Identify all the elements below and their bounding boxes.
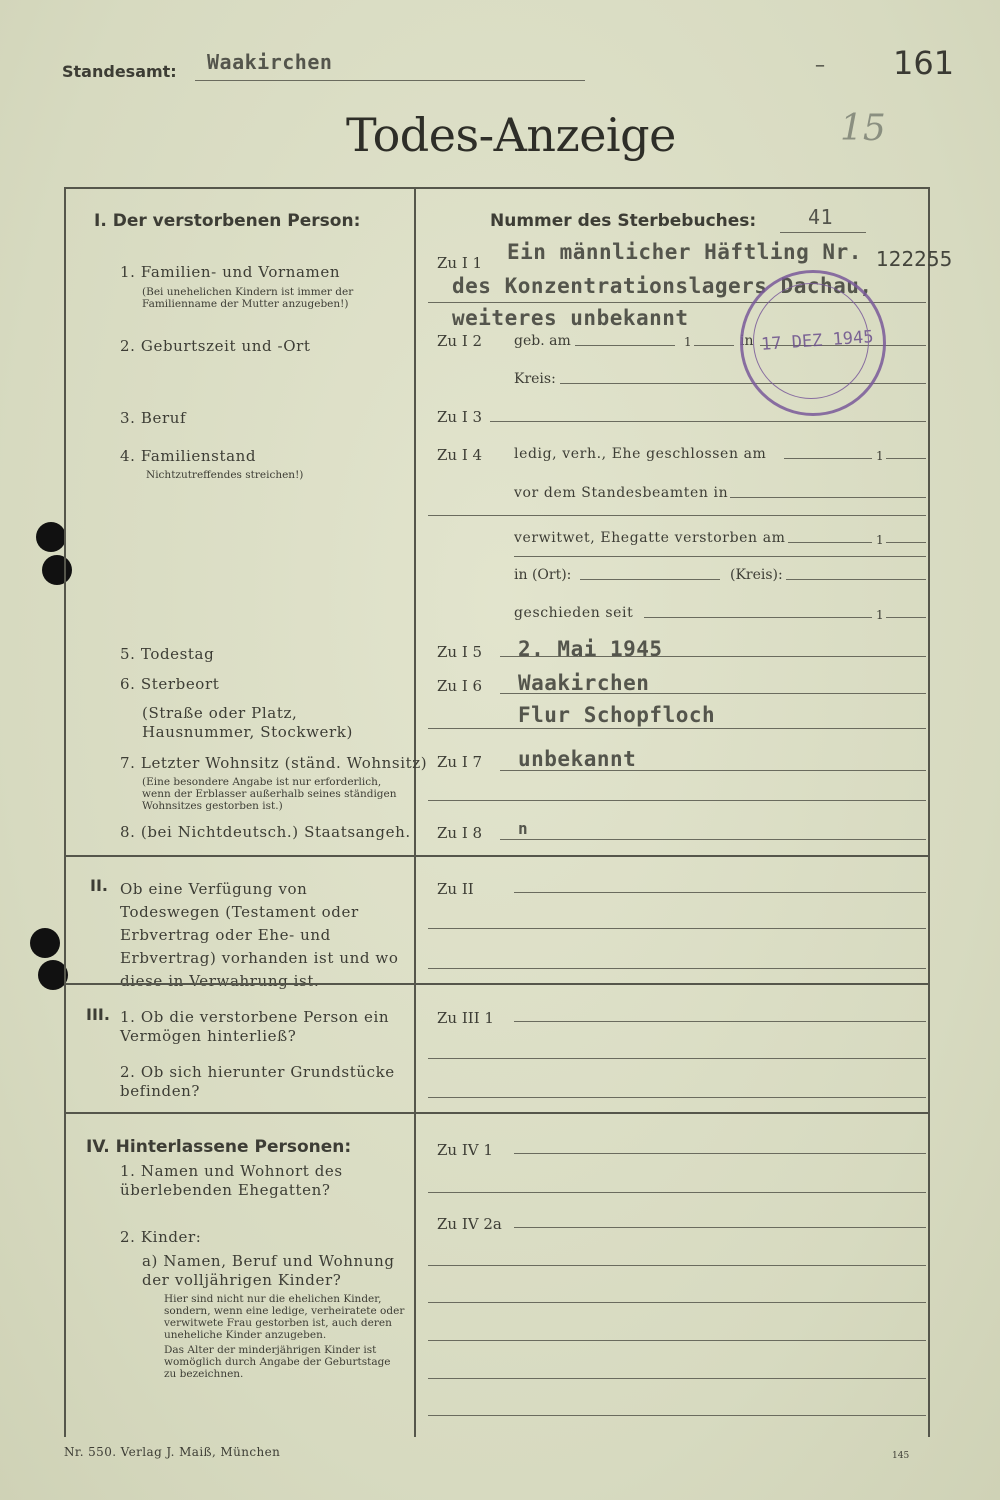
- zu-iv2a-line6: [428, 1415, 926, 1416]
- standesamt-value: Waakirchen: [207, 50, 333, 74]
- section1-item5: 5. Todestag: [120, 645, 215, 663]
- ledig-label: ledig, verh., Ehe geschlossen am: [514, 446, 767, 462]
- punch-hole-3: [30, 928, 60, 958]
- zu-iii1-line1: [514, 1021, 926, 1022]
- geb-am-label: geb. am: [514, 333, 571, 349]
- section3-top-rule: [66, 983, 928, 985]
- geb-in-label: in: [740, 333, 754, 349]
- kreis-label: Kreis:: [514, 371, 556, 387]
- page-title: Todes-Anzeige: [346, 108, 676, 162]
- dash-mark: –: [815, 52, 825, 76]
- ledig-one: 1: [876, 449, 884, 463]
- todestag-line: [500, 656, 926, 657]
- zu-i4-label: Zu I 4: [437, 446, 483, 464]
- standesamt-label: Standesamt:: [62, 62, 177, 81]
- zu-ii-line3: [428, 968, 926, 969]
- frame-left: [64, 187, 66, 1437]
- wohnsitz-line: [500, 770, 926, 771]
- zu-iv2a-line3: [428, 1302, 926, 1303]
- zu-iv2a-line1: [514, 1227, 926, 1228]
- verwitwet-line2: [514, 556, 926, 557]
- sterbeort-value2: Flur Schopfloch: [518, 703, 716, 727]
- sterbeort-value: Waakirchen: [518, 671, 650, 695]
- stamp-date: 17 DEZ 1945: [760, 327, 875, 355]
- section1-item4-note: Nichtzutreffendes streichen!): [146, 469, 304, 481]
- section3-item1: 1. Ob die verstorbene Person ein Vermögen hinterließ?: [120, 1008, 390, 1045]
- frame-top: [64, 187, 930, 189]
- zu-iv1-line1: [514, 1153, 926, 1154]
- zu-i3-label: Zu I 3: [437, 408, 483, 426]
- section4-item2a: a) Namen, Beruf und Wohnung der volljährigen Kinder?: [142, 1252, 395, 1289]
- verwitwet-year-line: [886, 542, 926, 543]
- section1-heading: I. Der verstorbenen Person:: [94, 211, 361, 231]
- sterbeort-line2: [428, 728, 926, 729]
- zu-i5-label: Zu I 5: [437, 643, 483, 661]
- geb-year-line: [694, 345, 734, 346]
- wohnsitz-value: unbekannt: [518, 747, 637, 771]
- kreis2-line: [786, 579, 926, 580]
- staat-line: [500, 839, 926, 840]
- geschieden-label: geschieden seit: [514, 605, 634, 621]
- section1-item6: 6. Sterbeort: [120, 675, 220, 693]
- sterbebuch-value: 41: [808, 205, 834, 229]
- zu-iv2a-line5: [428, 1378, 926, 1379]
- section1-item8: 8. (bei Nichtdeutsch.) Staatsangeh.: [120, 823, 411, 841]
- zu-iv2a-line2: [428, 1265, 926, 1266]
- section1-item7-note: (Eine besondere Angabe ist nur erforderlich, wenn der Erblasser außerhalb seines ständigen Wohnsitzes gestorben ist.): [142, 776, 397, 812]
- section1-item6-detail: (Straße oder Platz, Hausnummer, Stockwerk): [142, 704, 353, 741]
- zu-i8-label: Zu I 8: [437, 824, 483, 842]
- section1-item7: 7. Letzter Wohnsitz (ständ. Wohnsitz): [120, 754, 428, 772]
- verwitwet-line: [788, 542, 872, 543]
- kreis2-label: (Kreis):: [730, 567, 783, 583]
- section1-item1: 1. Familien- und Vornamen: [120, 263, 341, 281]
- section4-note2: Das Alter der minderjährigen Kinder ist womöglich durch Angabe der Geburtstage zu bezeichnen.: [164, 1344, 391, 1380]
- zu-i2-label: Zu I 2: [437, 332, 483, 350]
- zu-iii1-label: Zu III 1: [437, 1009, 494, 1027]
- zu-i1-label: Zu I 1: [437, 254, 483, 272]
- stamp-inner-ring: [753, 283, 869, 399]
- sterbeort-line: [500, 693, 926, 694]
- vor-dem-line2: [428, 515, 926, 516]
- geb-one: 1: [684, 335, 692, 349]
- punch-hole-2: [42, 555, 72, 585]
- section1-item3: 3. Beruf: [120, 409, 187, 427]
- frame-right: [928, 187, 930, 1437]
- official-stamp: [740, 270, 886, 416]
- todestag-value: 2. Mai 1945: [518, 637, 663, 661]
- vor-dem-line: [730, 497, 926, 498]
- section1-item1-note: (Bei unehelichen Kindern ist immer der Familienname der Mutter anzugeben!): [142, 286, 354, 310]
- section4-top-rule: [66, 1112, 928, 1114]
- zu-iv2a-label: Zu IV 2a: [437, 1215, 502, 1233]
- section1-item2: 2. Geburtszeit und -Ort: [120, 337, 311, 355]
- ledig-year-line: [886, 458, 926, 459]
- beruf-line: [490, 421, 926, 422]
- zu-iii1-line3: [428, 1097, 926, 1098]
- section3-item2: 2. Ob sich hierunter Grundstücke befinden?: [120, 1063, 395, 1100]
- zu-ii-line1: [514, 892, 926, 893]
- section4-note1: Hier sind nicht nur die ehelichen Kinder, sondern, wenn eine ledige, verheiratete oder verwitwete Frau gestorben ist, auch deren uneheliche Kinder anzugeben.: [164, 1293, 405, 1341]
- in-ort-line: [580, 579, 720, 580]
- entry1-line3: weiteres unbekannt: [452, 306, 689, 330]
- in-ort-label: in (Ort):: [514, 567, 572, 583]
- punch-hole-1: [36, 522, 66, 552]
- section2-numeral: II.: [90, 876, 108, 895]
- sterbebuch-label: Nummer des Sterbebuches:: [490, 211, 757, 231]
- geb-am-line: [575, 345, 675, 346]
- section4-item2: 2. Kinder:: [120, 1228, 202, 1246]
- zu-i6-label: Zu I 6: [437, 677, 483, 695]
- geschieden-one: 1: [876, 608, 884, 622]
- footer-publisher: Nr. 550. Verlag J. Maiß, München: [64, 1445, 281, 1459]
- entry1-number: 122255: [876, 247, 953, 271]
- section2-text: Ob eine Verfügung von Todeswegen (Testament oder Erbvertrag oder Ehe- und Erbvertrag) vorhanden ist und wo diese in Verwahrung ist.: [120, 880, 399, 990]
- zu-iv1-label: Zu IV 1: [437, 1141, 493, 1159]
- section4-heading: IV. Hinterlassene Personen:: [86, 1137, 352, 1157]
- verwitwet-one: 1: [876, 533, 884, 547]
- zu-ii-line2: [428, 928, 926, 929]
- verwitwet-label: verwitwet, Ehegatte verstorben am: [514, 530, 786, 546]
- frame-middle: [414, 187, 416, 1437]
- standesamt-underline: [195, 80, 585, 81]
- section4-item1: 1. Namen und Wohnort des überlebenden Ehegatten?: [120, 1162, 343, 1199]
- zu-iv2a-line4: [428, 1340, 926, 1341]
- section3-numeral: III.: [86, 1005, 110, 1024]
- vor-dem-label: vor dem Standesbeamten in: [514, 485, 729, 501]
- zu-i7-label: Zu I 7: [437, 753, 483, 771]
- entry1-line2: des Konzentrationslagers Dachau,: [452, 274, 873, 298]
- section2-top-rule: [66, 855, 928, 857]
- wohnsitz-line2: [428, 800, 926, 801]
- page-number: 161: [893, 44, 955, 82]
- section1-item4: 4. Familienstand: [120, 447, 257, 465]
- sterbebuch-underline: [780, 232, 866, 233]
- entry1-line1: Ein männlicher Häftling Nr.: [507, 240, 862, 264]
- geschieden-line: [644, 617, 872, 618]
- zu-iii1-line2: [428, 1058, 926, 1059]
- handwritten-mark: 15: [840, 108, 886, 149]
- zu-iv1-line2: [428, 1192, 926, 1193]
- ledig-line: [784, 458, 872, 459]
- staat-value: n: [518, 819, 529, 838]
- footer-code: 145: [892, 1451, 910, 1461]
- zu-ii-label: Zu II: [437, 880, 474, 898]
- geschieden-year-line: [886, 617, 926, 618]
